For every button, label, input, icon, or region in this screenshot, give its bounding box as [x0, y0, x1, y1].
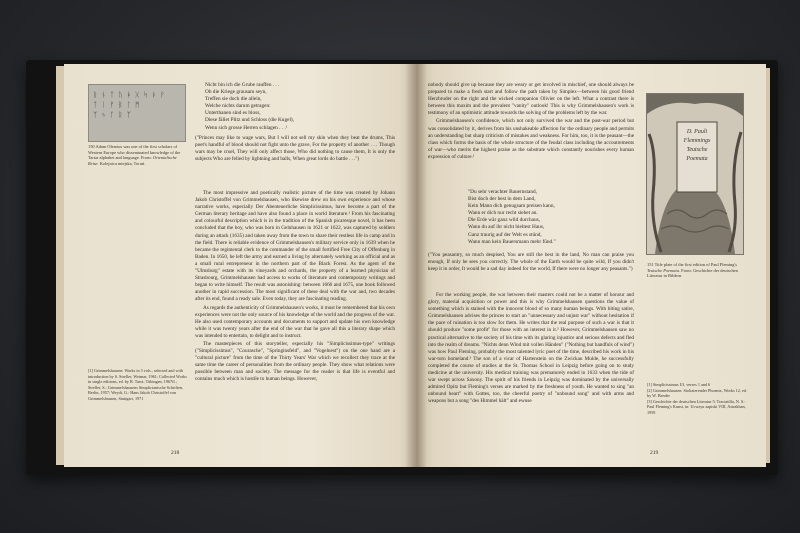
poem-line: Nicht bin ich die Grube rauffen . . .	[205, 82, 280, 88]
caption-source: From: Geschichte der deutschen Literatur in Bildern.	[647, 267, 738, 279]
footnote: [1] Grimmelshausen: Works in 3 vols., selected and with introduction by S. Streller, Weimar, 1961; Collected Works in single editions, ed. by R. Tarot, Tübingen, 1967ff.; Streller, S.: Grimmelshausens Simplicianische Schriften, Berlin, 1957; Weydt, G.: Hans Jakob Christoffel von Grimmelshausen, Stuttgart, 1971	[88, 368, 187, 401]
poem-line: Unterthanen sind es bloss,	[205, 110, 261, 117]
left-translation	[195, 135, 395, 164]
translation-text: ("Princes may like to wage wars, But I will not sell my skin when they beat the drums, This poet's handful of blood should not fight unto the grave, For the property of another . . . Though wars may be cruel, They will only affect those, Who did nothing to cause them, It is only the subjects Who are felled by lightning and balls, When great lords do battle . . .")	[195, 135, 395, 163]
tartar-alphabet-plate	[88, 84, 186, 142]
right-poem	[468, 189, 638, 246]
poem-line: Treffen sie doch die allein,	[205, 96, 262, 103]
poem-line: Wann man kein Bauersmann mehr fünd."	[468, 238, 556, 245]
left-poem	[205, 82, 395, 132]
poem-line: Welche nichts darum getragen:	[205, 103, 271, 110]
right-intro-text	[428, 82, 634, 162]
page-number-right: 219	[650, 450, 659, 456]
poem-line: Diese fället Plitz und Schloss (die Kugel),	[205, 117, 294, 124]
translation-text: ("You peasantry, so much despised, You are still the best in the land, No man can praise you enough, If only he sees you correctly. The whole of the Earth would be quite wild, If you didn't keep it in order, It would be a sad day indeed for the world, If there were no longer any peasants.")	[428, 252, 634, 273]
body-paragraph: As regards the authenticity of Grimmelshausen's works, it must be remembered that his own experiences were not the only source of his knowledge of the world and the progress of the war. He also used contemporary accounts and documents to support and update his own knowledge while it was twenty years after the end of the war that he gave all this a literary shape which was intended to entertain, to delight and to instruct.	[195, 304, 395, 339]
poem-line: Kein Mann dich genugsam preisen kann,	[468, 203, 555, 210]
caption-text: 150 Adam Olearius was one of the first scholars of Western Europe who disseminated knowledge of the Tartar alphabet and language. From:	[88, 144, 181, 161]
plate-title-line: Teutsche	[686, 147, 708, 153]
poem-line: Wann du auf ihr nicht hieltest Haus,	[468, 224, 545, 231]
plate-title-line: Poemata	[686, 156, 708, 162]
footnote: [2] Grimmelshausen: Stoltzierender Phoenix, Works 12, ed. by W. Bender	[647, 387, 747, 398]
poem-line: Wenn sich grosse Herren schlagen . . .¹	[205, 124, 288, 131]
poem-line: Ganz traurig auf der Welt es stünd,	[468, 231, 542, 238]
plate-title-line: Flemmings	[683, 138, 711, 144]
plate-alphabet-text	[93, 90, 181, 120]
left-body-text	[195, 190, 395, 460]
poem-line: Wann er dich nur recht siehet an.	[468, 210, 538, 217]
poem-line: Die Erde wär ganz wild durchaus,	[468, 217, 541, 224]
plate-title-line: D. Pauli	[686, 129, 708, 135]
left-footnotes	[88, 368, 188, 401]
right-body-text	[428, 292, 634, 452]
page-number-left: 218	[171, 450, 180, 456]
plate-title	[677, 128, 717, 164]
footnote: [3] Geschichte der deutschen Literatur 5; Tractatilla, N. S.: Paul Fleming's Kunst, in: Ucwzyu zapiski VIII, Astrakhan, 1959	[647, 398, 746, 415]
body-paragraph: The masterpieces of this storyteller, especially his "Simplicissimus-type" writings ("Simplicissimus", "Courasche", "Springinsfeld", and "Vogelnest") on the one hand are a "cultural picture" from the time of the Thirty Years' War which we recollect they trace at the same time the career of personalities from the ordinary people. They show what relations were possible between man and society. The message for the reader is that life is eventful and contains much which is hostile to human beings. However,	[195, 340, 395, 383]
right-translation	[428, 252, 634, 274]
figure-150-caption	[88, 144, 186, 166]
poem-line: Ob die Kriege grausam seyn,	[205, 89, 267, 96]
fleming-title-plate	[646, 93, 744, 255]
plate-line: ᚱ ᚾ ᛏ ᚢ ᚼ ᚷ ᛋ ᚦ ᚹ	[93, 91, 166, 99]
plate-line: ᛏ ᛁ ᚠ ᛒ ᛚ ᛗ	[93, 101, 141, 109]
body-paragraph: Grimmelshausen's confidence, which not only survived the war and the post-war period but was consolidated by it, derives from his unshakeable affection for the ordinary people and permits an understanding but sharp criticism of mistakes and weakness. For him, too, it is the peasant—the class which forms the basis of the whole structure of the feudal class including the accoutrements of war—who merits the highest praise as the substrate which constantly nourishes every human expression of culture.¹	[428, 118, 634, 160]
body-paragraph: For the working people, the war between their masters could not be a matter of honour and glory, material acquisition or power and this is why Grimmelshausen questions the value of something which is stained with the innocent blood of so many human beings. With biting satire, Grimmelshausen advises the princes to start an "unnecessary and unjust war" without hesitation if the pace of ruination is too slow for them. He writes that the real purpose of such a war is that it should produce "some profit" for those with an interest in it.² However, Grimmelshausen saw no practical alternative to the society of his time with its glaring injustice and serious defects and fled into the realm of dreams. "Nichts denn Wind mit vollen Händen" ("Nothing but handfuls of wind") was how Paul Fleming, probably the most talented lyric poet of the time, described his work in his war-torn homeland.³ The son of a vicar of Hartenstein on the Zwickau Mulde, he successfully completed the course of studies at the St. Thomas School in Leipzig before going on to study medicine at the university. His medical training was prematurely ended in 1633 when the tide of war swept across Saxony. The spirit of his friends in Leipzig was dominated by the universally admired Opitz but Fleming's verses are marked by the freshness of youth. He wanted to sing "an unbound heart" with Gottes, too, the cheerful poetry of "unbound song" and with arms and weapons but a song "des Himmel hält" and ewuse	[428, 292, 634, 405]
poem-line: "Du sehr verachter Bauernstand,	[468, 189, 537, 195]
right-footnotes	[647, 382, 749, 415]
plate-line: ᛉ ᛃ ᚴ ᚱ ᛉ	[93, 111, 132, 119]
caption-text: 151 Title plate of the first edition of Paul Fleming's	[647, 262, 737, 267]
figure-151-caption	[647, 262, 747, 279]
title-plate-engraving	[647, 94, 743, 254]
caption-source: Kolejnica miejska, Toruń.	[99, 160, 146, 166]
body-paragraph: The most impressive and poetically realistic picture of the time was created by Johann Jakob Christoffel von Grimmelshausen, who likewise drew on his own experience and whose narrative works, especially Der Abenteuerliche Simplicissimus, have become a part of the German literary heritage and have also found a place in world literature.¹ From his fascinating and colourful description which is in the tradition of the Spanish picaresque novel, it has been concluded that the boy, who was born in Gelnhausen in 1621 or 1622, was captured by soldiers during an attack (1635) and taken away from the town to share their restless life in camp and in the field. There is reliable evidence of Grimmelshausen's military service only in 1639 when he became the regimental clerk to the commander of the small fortified Free City of Offenburg in Baden. In 1650, he left the army and earned a living by alternately working as an official and as a small rural entrepreneur in the northern part of the Black Forest. As the agent of the "Ulmsburg" estate with its vineyards and orchards, the property of a learned physician of Strasbourg, Grimmelshausen had access to works of literature and contemporary writings and began to write himself. The result was astonishing: between 1666 and 1675, one book followed another in rapid succession. The most significant of these deal with the war and, two decades after its end, found a ready sale. Even today, they are fascinating reading.	[195, 190, 395, 303]
caption-title: Orientalische Reise.	[88, 155, 177, 166]
caption-title: Teutsche Poemata.	[647, 267, 681, 273]
footnote: [1] Simplicissimus I/3, verses 1 and 6	[647, 382, 711, 387]
poem-line: Bist doch der best in dem Land,	[468, 196, 536, 203]
body-paragraph: nobody should give up because they are weary or get involved in mischief, one should always be prepared to make a fresh start and follow the path taken by Simplex—between his good friend Herzbruder on the right and the wicked companion Olivier on the left. What a contrast there is between this maxim and the prevalent "vanity" outlook! This is why Grimmelshausen's work is testimony of an optimistic attitude towards the solving of the problems left by the war.	[428, 82, 634, 117]
